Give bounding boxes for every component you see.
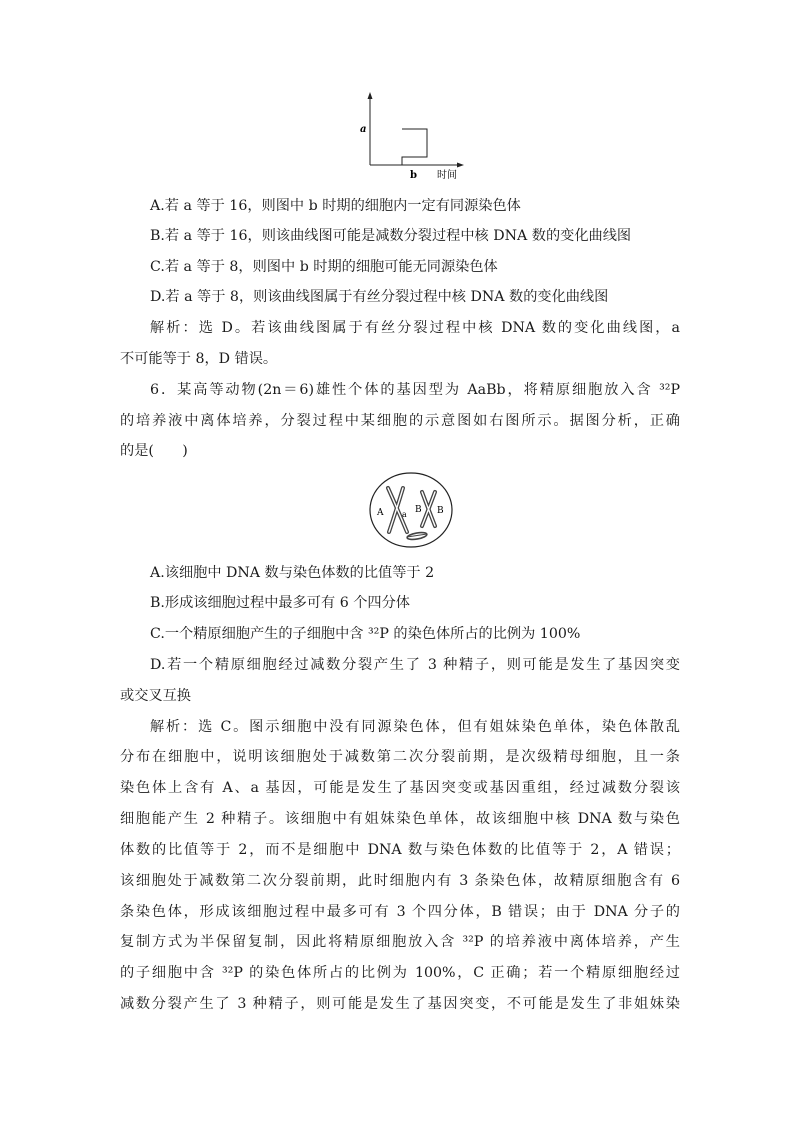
q6-option-d-cont: 或交叉互换	[120, 688, 191, 704]
q6-option-a: A.该细胞中 DNA 数与染色体数的比值等于 2	[150, 565, 435, 581]
dna-curve-diagram	[355, 90, 475, 185]
q6-analysis-line: 体数的比值等于 2，而不是细胞中 DNA 数与染色体数的比值等于 2，A 错误；	[120, 842, 680, 858]
gene-label-B-left: B	[415, 505, 422, 515]
q6-analysis-line: 复制方式为半保留复制，因此将精原细胞放入含 ³²P 的培养液中离体培养，产生	[120, 934, 680, 950]
q5-analysis-line: 不可能等于 8，D 错误。	[120, 351, 278, 367]
q5-option-b: B.若 a 等于 16，则该曲线图可能是减数分裂过程中核 DNA 数的变化曲线图	[150, 228, 632, 244]
q6-stem-line: 的是( )	[120, 443, 188, 459]
figure1-segment-label: b	[410, 170, 417, 181]
figure1-y-label: a	[360, 124, 367, 135]
figure1-x-label: 时间	[437, 170, 457, 181]
q6-analysis-line: 条染色体，形成该细胞过程中最多可有 3 个四分体，B 错误；由于 DNA 分子的	[120, 904, 680, 920]
q6-analysis-line: 细胞能产生 2 种精子。该细胞中有姐妹染色单体，故该细胞中核 DNA 数与染色	[120, 811, 680, 827]
q6-option-b: B.形成该细胞过程中最多可有 6 个四分体	[150, 595, 410, 611]
q5-option-c: C.若 a 等于 8，则图中 b 时期的细胞可能无同源染色体	[150, 259, 498, 275]
gene-label-a: a	[402, 510, 407, 519]
q6-stem-line: 的培养液中离体培养，分裂过程中某细胞的示意图如右图所示。据图分析，正确	[120, 413, 680, 429]
gene-label-A: A	[377, 508, 384, 518]
q5-analysis-line: 解析：选 D。若该曲线图属于有丝分裂过程中核 DNA 数的变化曲线图，a	[150, 320, 680, 336]
gene-label-B-right: B	[437, 506, 444, 516]
q5-option-a: A.若 a 等于 16，则图中 b 时期的细胞内一定有同源染色体	[150, 198, 521, 214]
q6-stem-line: 6．某高等动物(2n＝6)雄性个体的基因型为 AaBb，将精原细胞放入含 ³²P	[150, 382, 680, 398]
q6-analysis-line: 减数分裂产生了 3 种精子，则可能是发生了基因突变，不可能是发生了非姐妹染	[120, 996, 680, 1012]
q6-option-c: C.一个精原细胞产生的子细胞中含 ³²P 的染色体所占的比例为 100%	[150, 626, 581, 642]
q6-analysis-line: 分布在细胞中，说明该细胞处于减数第二次分裂前期，是次级精母细胞，且一条	[120, 749, 680, 765]
q5-option-d: D.若 a 等于 8，则该曲线图属于有丝分裂过程中核 DNA 数的变化曲线图	[150, 289, 609, 305]
cell-diagram	[367, 470, 455, 550]
q6-analysis-line: 解析：选 C。图示细胞中没有同源染色体，但有姐妹染色单体，染色体散乱	[150, 719, 680, 735]
q6-analysis-line: 染色体上含有 A、a 基因，可能是发生了基因突变或基因重组，经过减数分裂该	[120, 780, 680, 796]
q6-analysis-line: 该细胞处于减数第二次分裂前期，此时细胞内有 3 条染色体，故精原细胞含有 6	[120, 873, 680, 889]
q6-analysis-line: 的子细胞中含 ³²P 的染色体所占的比例为 100%，C 正确；若一个精原细胞经过	[120, 965, 680, 981]
q6-option-d: D.若一个精原细胞经过减数分裂产生了 3 种精子，则可能是发生了基因突变	[150, 657, 680, 673]
